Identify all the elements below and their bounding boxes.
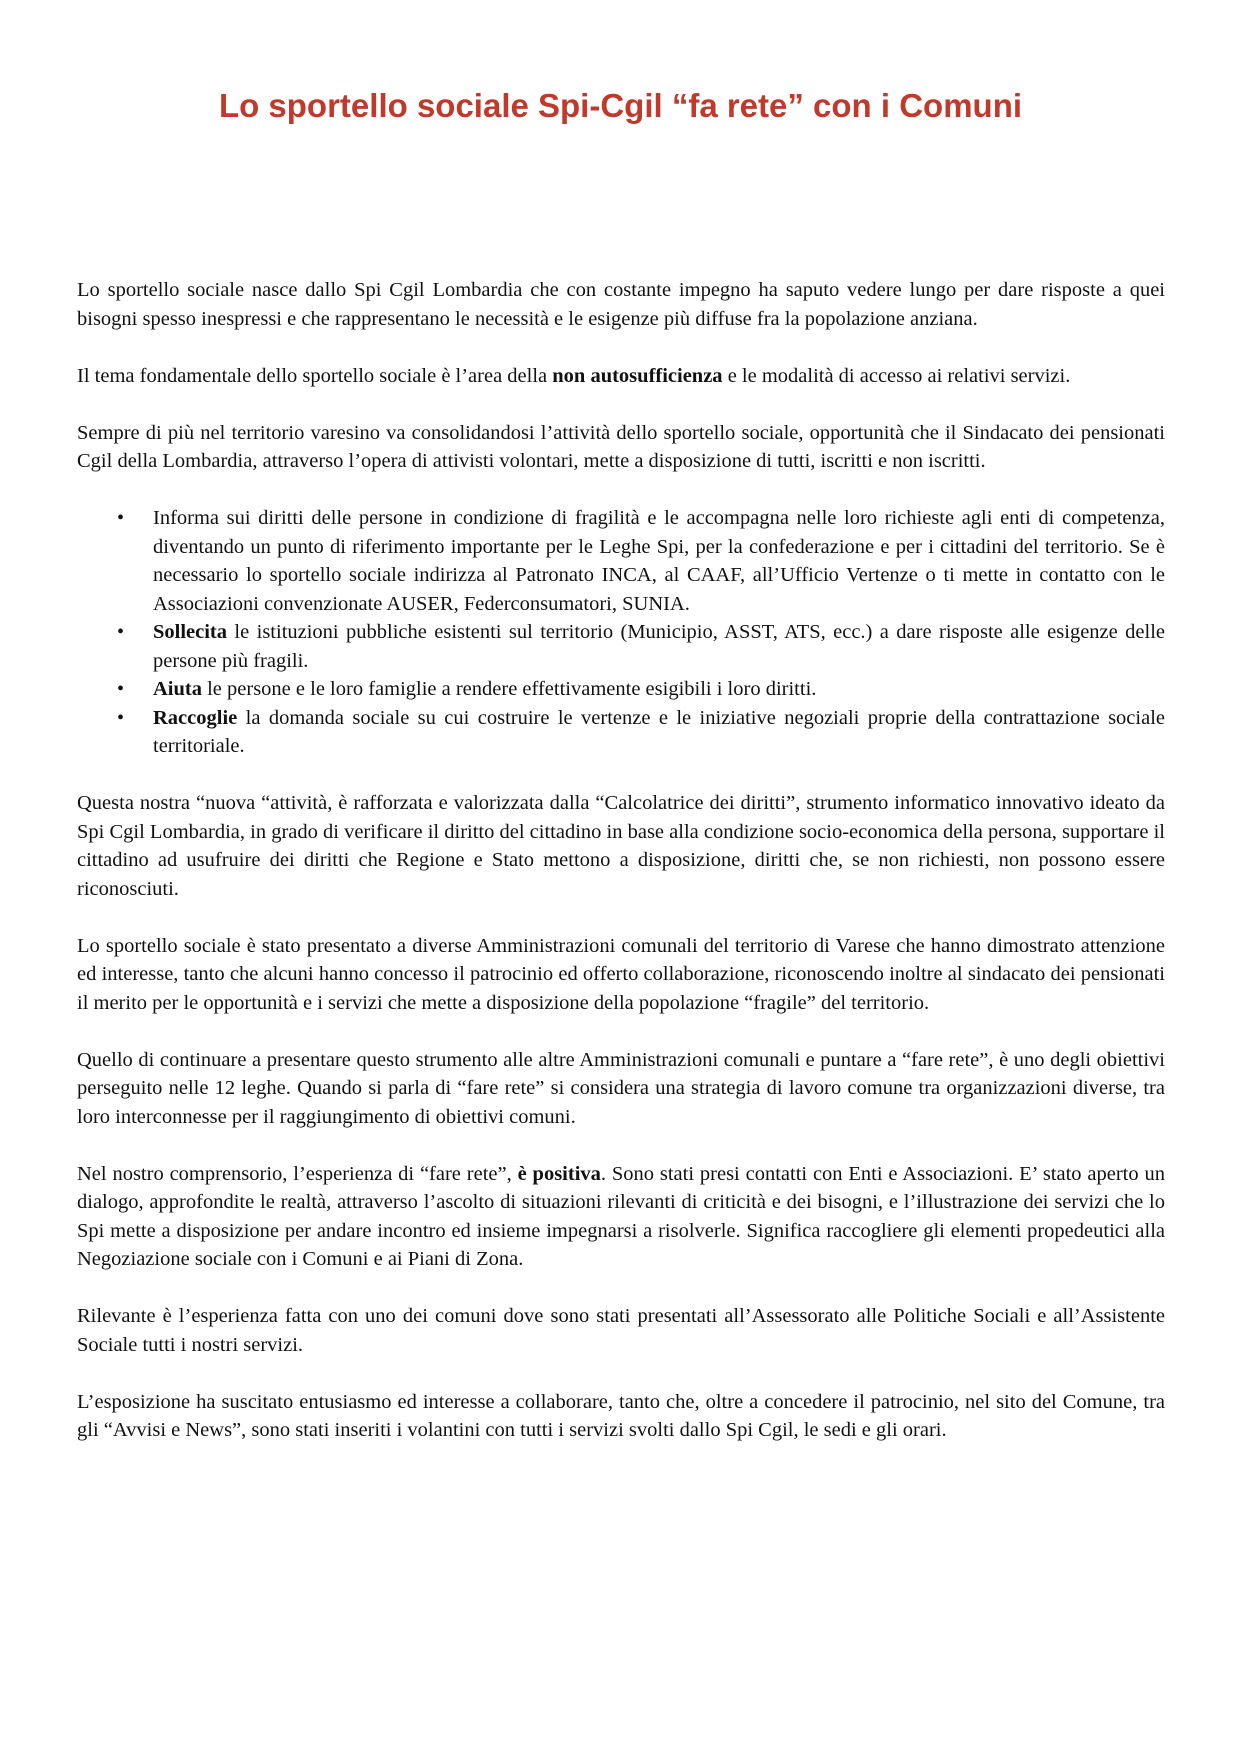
services-list [77,504,1165,761]
list-item-bold: Sollecita [153,621,228,643]
paragraph-experience-text-1: Nel nostro comprensorio, l’esperienza di “fare rete”, [77,1162,518,1185]
list-item [153,618,1165,675]
paragraph-network: Quello di continuare a presentare questo strumento alle altre Amministrazioni comunali e puntare a “fare rete”, è uno degli obiettivi perseguito nelle 12 leghe. Quando si parla di “fare rete” si considera una strategia di lavoro comune tra organizzazioni diverse, tra loro interconnesse per il raggiungimento di obiettivi comuni. [77,1048,1165,1128]
paragraph-exposition: L’esposizione ha suscitato entusiasmo ed interesse a collaborare, tanto che, oltre a concedere il patrocinio, nel sito del Comune, tra gli “Avvisi e News”, sono stati inseriti i volantini con tutti i servizi svolti dallo Spi Cgil, le sedi e gli orari. [77,1390,1165,1441]
list-item-bold: Raccoglie [153,706,238,729]
paragraph-theme-text-2: e le modalità di accesso ai relativi servizi. [722,364,1071,387]
list-item [153,504,1165,618]
list-item-text: le istituzioni pubbliche esistenti sul territorio (Municipio, ASST, ATS, ecc.) a dare risposte alle esigenze delle persone più fragili. [153,621,1165,672]
paragraph-theme [77,362,1165,391]
paragraph-experience-text-2: . Sono stati presi contatti con Enti e Associazioni. E’ stato aperto un dialogo, approfondite le realtà, attraverso l’ascolto di situazioni rilevanti di criticità e dei bisogni, e l’illustrazione dei servizi che lo Spi mette a disposizione per andare incontro ed insieme impegnarsi a risolverle. Significa raccogliere gli elementi propedeutici alla Negoziazione sociale con i Comuni e ai Piani di Zona. [77,1162,1165,1270]
list-item-text: le persone e le loro famiglie a rendere effettivamente esigibili i loro diritti. [201,678,817,700]
article-body [77,276,1165,1473]
paragraph-presentation: Lo sportello sociale è stato presentato a diverse Amministrazioni comunali del territorio di Varese che hanno dimostrato attenzione ed interesse, tanto che alcuni hanno concesso il patrocinio ed offerto collaborazione, riconoscendo inoltre al sindacato dei pensionati il merito per le opportunità e i servizi che mette a disposizione della popolazione “fragile” del territorio. [77,934,1165,1014]
list-item [153,704,1165,761]
paragraph-theme-bold: non autosufficienza [552,364,723,387]
paragraph-calculator: Questa nostra “nuova “attività, è rafforzata e valorizzata dalla “Calcolatrice dei diritti”, strumento informatico innovativo ideato da Spi Cgil Lombardia, in grado di verificare il diritto del cittadino in base alla condizione socio-economica della persona, supportare il cittadino ad usufruire dei diritti che Regione e Stato mettono a disposizione, diritti che, se non richiesti, non possono essere riconosciuti. [77,792,1165,900]
paragraph-relevant: Rilevante è l’esperienza fatta con uno dei comuni dove sono stati presentati all’Assessorato alle Politiche Sociali e all’Assistente Sociale tutti i nostri servizi. [77,1305,1165,1356]
list-item [153,675,1165,704]
paragraph-theme-text-1: Il tema fondamentale dello sportello sociale è l’area della [77,364,553,387]
page-title: Lo sportello sociale Spi-Cgil “fa rete” con i Comuni [218,87,1023,124]
list-item-text: Informa sui diritti delle persone in condizione di fragilità e le accompagna nelle loro richieste agli enti di competenza, diventando un punto di riferimento importante per le Leghe Spi, per la confederazione e per i cittadini del territorio. Se è necessario lo sportello sociale indirizza al Patronato INCA, al CAAF, all’Ufficio Vertenze o ti mette in contatto con le Associazioni convenzionate AUSER, Federconsumatori, SUNIA. [153,507,1165,615]
paragraph-experience-bold: è positiva [517,1162,601,1185]
paragraph-intro: Lo sportello sociale nasce dallo Spi Cgil Lombardia che con costante impegno ha saputo vedere lungo per dare risposte a quei bisogni spesso inespressi e che rappresentano le necessità e le esigenze più diffuse fra la popolazione anziana. [77,279,1165,330]
list-item-bold: Aiuta [153,678,202,700]
paragraph-territory: Sempre di più nel territorio varesino va consolidandosi l’attività dello sportello sociale, opportunità che il Sindacato dei pensionati Cgil della Lombardia, attraverso l’opera di attivisti volontari, mette a disposizione di tutti, iscritti e non iscritti. [77,421,1165,472]
paragraph-experience [77,1160,1165,1274]
list-item-text: la domanda sociale su cui costruire le vertenze e le iniziative negoziali proprie della contrattazione sociale territoriale. [153,706,1165,757]
